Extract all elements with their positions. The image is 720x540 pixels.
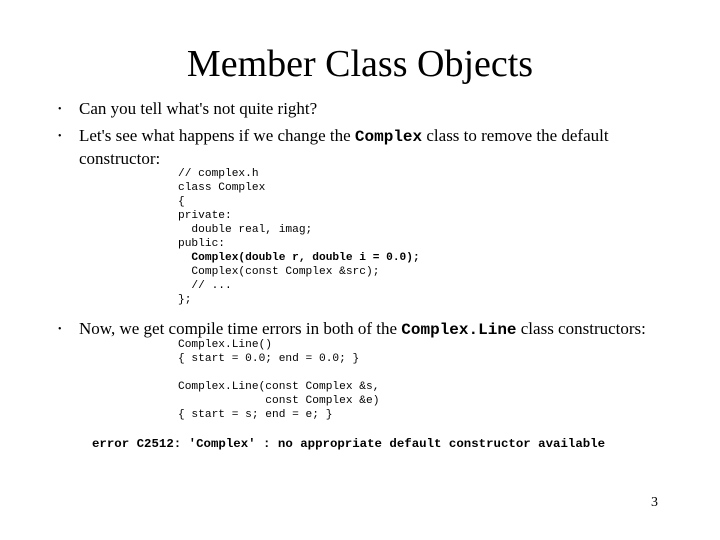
code-line: public: xyxy=(178,238,225,250)
bullet-text-2-post: class to remove the default xyxy=(422,126,609,145)
slide-title: Member Class Objects xyxy=(186,43,534,85)
code-block-complex-header xyxy=(178,167,420,307)
inline-code-complex: Complex xyxy=(354,128,423,146)
bullet-text-2 xyxy=(79,124,609,149)
code-line: Complex.Line() xyxy=(178,339,272,351)
bullet-text-3-pre: Now, we get compile time errors in both of the xyxy=(79,319,402,338)
bullet-text-2-pre: Let's see what happens if we change the xyxy=(79,126,355,145)
bullet-marker: • xyxy=(58,104,62,115)
page-number: 3 xyxy=(651,495,658,510)
code-line-highlighted: Complex(double r, double i = 0.0); xyxy=(178,252,420,264)
code-line: Complex(const Complex &src); xyxy=(178,266,380,278)
code-line: // complex.h xyxy=(178,168,259,180)
code-line: const Complex &e) xyxy=(178,395,380,407)
code-line: class Complex xyxy=(178,182,266,194)
code-line: Complex.Line(const Complex &s, xyxy=(178,381,380,393)
code-line: { start = s; end = e; } xyxy=(178,409,333,421)
code-line: { xyxy=(178,196,185,208)
inline-code-complex-line: Complex.Line xyxy=(401,321,517,339)
code-line: // ... xyxy=(178,280,232,292)
bullet-marker: • xyxy=(58,131,62,142)
bullet-marker: • xyxy=(58,324,62,335)
bullet-text-1: Can you tell what's not quite right? xyxy=(79,99,318,118)
code-block-constructors xyxy=(178,338,379,422)
code-line: private: xyxy=(178,210,232,222)
compiler-error-message: error C2512: 'Complex' : no appropriate default constructor available xyxy=(92,437,606,451)
code-line: { start = 0.0; end = 0.0; } xyxy=(178,353,360,365)
bullet-text-2-continued: constructor: xyxy=(79,149,161,168)
bullet-text-3-post: class constructors: xyxy=(516,319,646,338)
code-line: }; xyxy=(178,294,192,306)
code-line: double real, imag; xyxy=(178,224,313,236)
